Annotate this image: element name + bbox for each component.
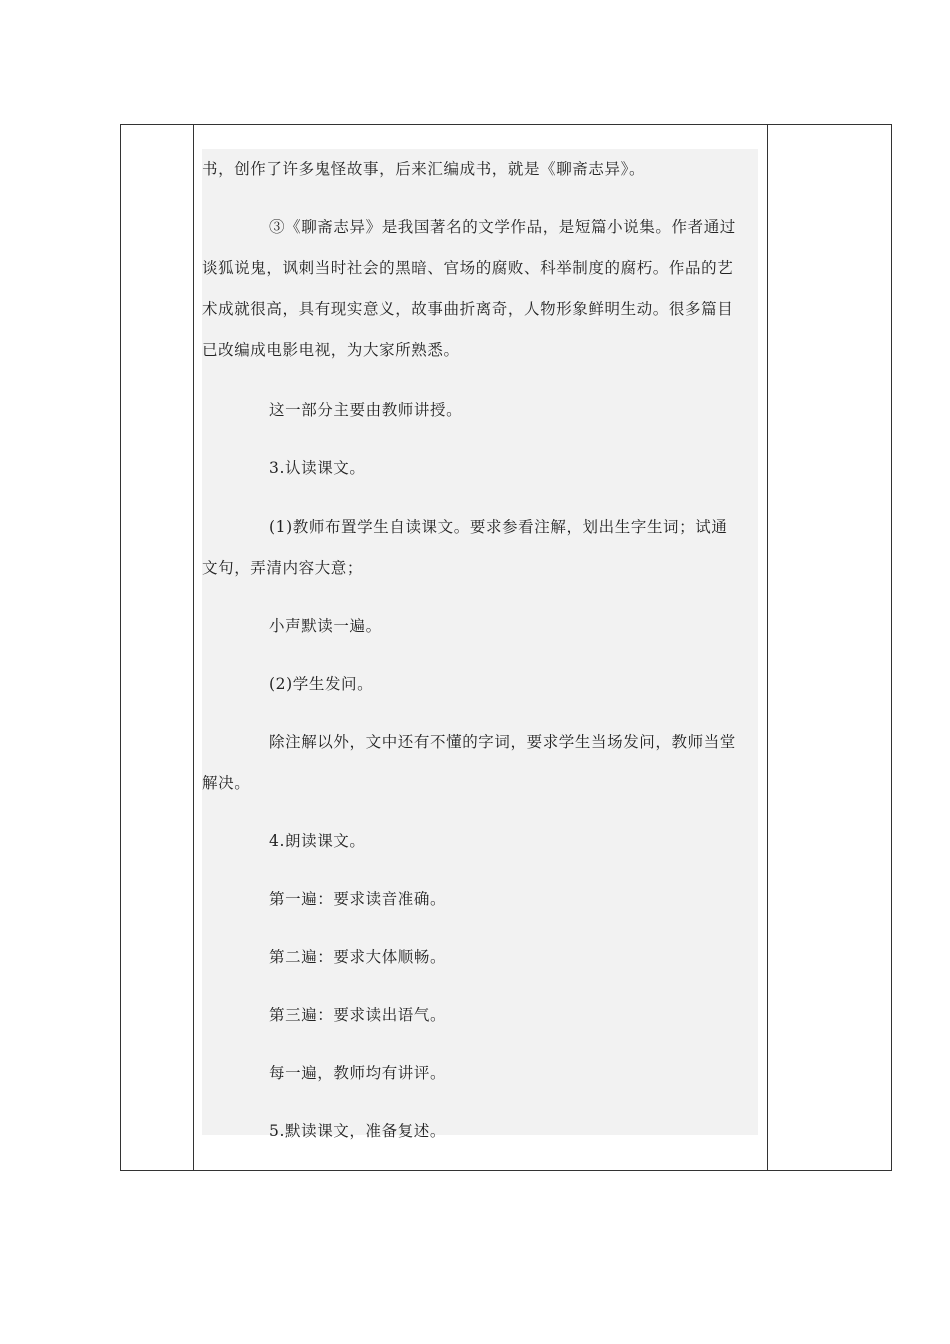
text-line: 文句，弄清内容大意；: [202, 559, 364, 577]
text-line: (1)教师布置学生自读课文。要求参看注解，划出生字生词；试通: [269, 518, 728, 536]
text-line: 每一遍，教师均有讲评。: [269, 1064, 447, 1082]
text-line: 已改编成电影电视，为大家所熟悉。: [202, 341, 460, 359]
text-line: 3.认读课文。: [269, 459, 366, 477]
text-line: ③《聊斋志异》是我国著名的文学作品，是短篇小说集。作者通过: [269, 218, 736, 236]
lesson-table: [120, 124, 892, 1171]
text-line: 小声默读一遍。: [269, 617, 382, 635]
lesson-content-cell: [202, 149, 758, 1140]
paragraph-teacher-comments: [202, 1053, 758, 1094]
paragraph-third-pass: [202, 995, 758, 1036]
heading-read-text: [202, 448, 758, 489]
paragraph-teacher-lecture: [202, 390, 758, 431]
text-line: 第三遍：要求读出语气。: [269, 1006, 447, 1024]
heading-read-aloud: [202, 821, 758, 862]
text-line: 书，创作了许多鬼怪故事，后来汇编成书，就是《聊斋志异》。: [202, 160, 646, 178]
text-line: 第二遍：要求大体顺畅。: [269, 948, 447, 966]
text-line: 谈狐说鬼，讽刺当时社会的黑暗、官场的腐败、科举制度的腐朽。作品的艺: [202, 259, 734, 277]
text-line: 第一遍：要求读音准确。: [269, 890, 447, 908]
text-line: 除注解以外，文中还有不懂的字词，要求学生当场发问，教师当堂: [269, 733, 736, 751]
heading-silent-reading-retell: [202, 1111, 758, 1152]
text-line: 术成就很高，具有现实意义，故事曲折离奇，人物形象鲜明生动。很多篇目: [202, 300, 734, 318]
text-line: 解决。: [202, 774, 251, 792]
paragraph-student-questions: [202, 664, 758, 705]
text-line: 5.默读课文，准备复述。: [269, 1122, 446, 1140]
paragraph-liaozhai-description: [202, 207, 758, 371]
column-divider-right: [767, 125, 768, 1170]
paragraph-first-pass: [202, 879, 758, 920]
paragraph-liaozhai-origin: [202, 149, 758, 190]
paragraph-silent-reading: [202, 606, 758, 647]
text-line: 4.朗读课文。: [269, 832, 366, 850]
column-divider-left: [193, 125, 194, 1170]
text-line: 这一部分主要由教师讲授。: [269, 401, 463, 419]
paragraph-second-pass: [202, 937, 758, 978]
paragraph-resolve-questions: [202, 722, 758, 804]
paragraph-self-reading: [202, 507, 758, 589]
text-line: (2)学生发问。: [269, 675, 374, 693]
